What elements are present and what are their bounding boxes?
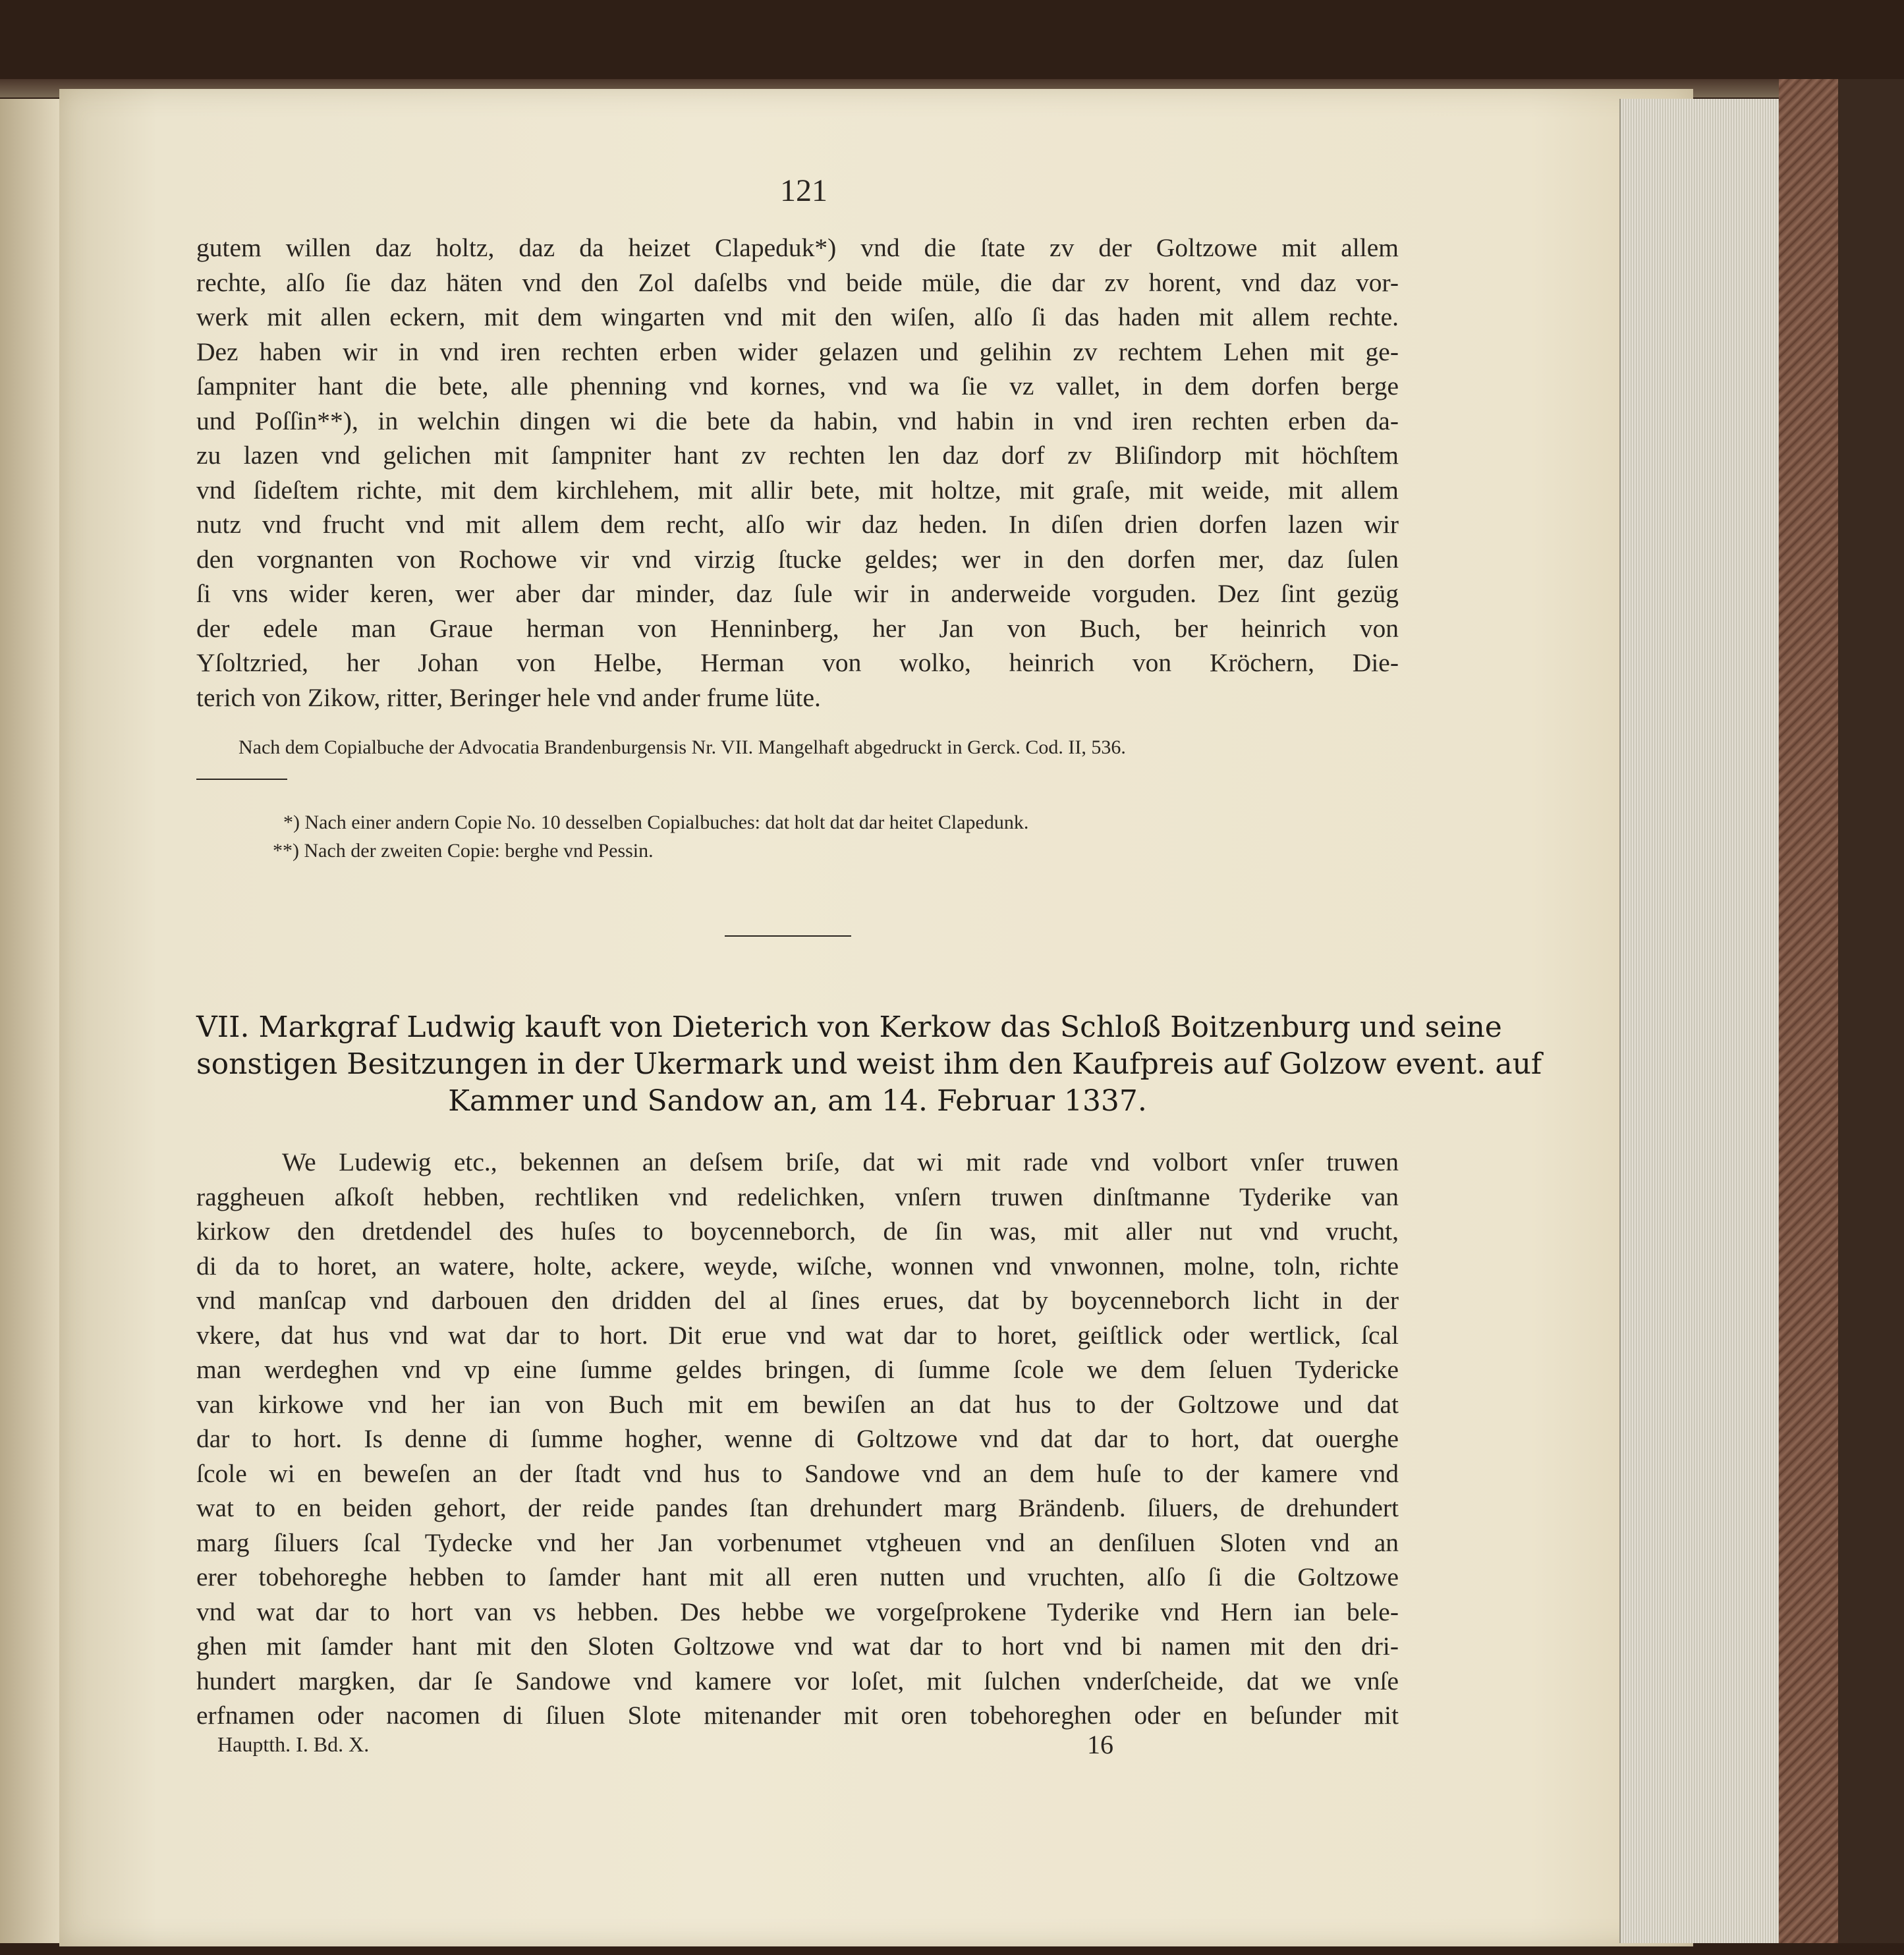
text-line: ſi vns wider keren, wer aber dar minder, daz ſule wir in anderweide vorguden. Dez ſint gezüg	[196, 579, 1399, 608]
text-line: erfnamen oder nacomen di ſiluen Slote mitenander mit oren tobehoreghen oder en beſunder mit	[196, 1701, 1399, 1730]
text-line: rechte, alſo ſie daz häten vnd den Zol daſelbs vnd beide müle, die dar zv horent, vnd daz vor-	[196, 267, 1399, 297]
text-line: gutem willen daz holtz, daz da heizet Clapeduk*) vnd die ſtate zv der Goltzowe mit allem	[196, 233, 1399, 262]
text-line: terich von Zikow, ritter, Beringer hele vnd ander frume lüte.	[196, 682, 821, 712]
sheet-number: 16	[1087, 1730, 1113, 1759]
marbled-cover-edge	[1779, 79, 1838, 1943]
heading-line: sonstigen Besitzungen in der Ukermark und weist ihm den Kaufpreis auf Golzow event. auf	[196, 1047, 1542, 1081]
heading-line: VII. Markgraf Ludwig kauft von Dieterich von Kerkow das Schloß Boitzenburg und seine	[196, 1010, 1502, 1044]
charter-text	[196, 231, 1399, 715]
section-heading	[196, 1009, 1542, 1120]
text-line: nutz vnd frucht vnd mit allem dem recht, alſo wir daz heden. In diſen drien dorfen lazen wir	[196, 510, 1399, 539]
text-line: man werdeghen vnd vp eine ſumme geldes bringen, di ſumme ſcole we dem ſeluen Tydericke	[196, 1355, 1399, 1384]
text-line: und Poſſin**), in welchin dingen wi die bete da habin, vnd habin in vnd iren rechten erben da-	[196, 406, 1399, 435]
text-line: zu lazen vnd gelichen mit ſampniter hant zv rechten len daz dorf zv Bliſindorp mit höchſtem	[196, 441, 1399, 470]
text-line: hundert margken, dar ſe Sandowe vnd kamere vor loſet, mit ſulchen vnderſcheide, dat we vnſe	[196, 1666, 1399, 1695]
document-text	[196, 1145, 1399, 1733]
text-line: ſampniter hant die bete, alle phenning vnd kornes, vnd wa ſie vz vallet, in dem dorfen berge	[196, 372, 1399, 400]
text-line: wat to en beiden gehort, der reide pandes ſtan drehundert marg Brändenb. ſiluers, de drehundert	[196, 1493, 1399, 1522]
text-line: Dez haben wir in vnd iren rechten erben wider gelazen und gelihin zv rechtem Lehen mit ge-	[196, 337, 1399, 366]
text-line: van kirkowe vnd her ian von Buch mit em bewiſen an dat hus to der Goltzowe und dat	[196, 1389, 1399, 1419]
text-line: vkere, dat hus vnd wat dar to hort. Dit erue vnd wat dar to horet, geiſtlick oder wertlick, ſcal	[196, 1320, 1399, 1350]
footnote-2: **) Nach der zweiten Copie: berghe vnd Pessin.	[273, 840, 654, 862]
text-line: werk mit allen eckern, mit dem wingarten vnd mit den wiſen, alſo ſi das haden mit allem rechte.	[196, 302, 1399, 331]
cover-inner	[1838, 79, 1904, 1943]
text-line: vnd manſcap vnd darbouen den dridden del al ſines erues, dat by boycenneborch licht in der	[196, 1286, 1399, 1315]
heading-line: Kammer und Sandow an, am 14. Februar 1337.	[448, 1084, 1147, 1118]
left-page-edge	[0, 99, 62, 1943]
text-line: den vorgnanten von Rochowe vir vnd virzig ſtucke geldes; wer in den dorfen mer, daz ſulen	[196, 544, 1399, 574]
footnote-rule	[196, 779, 287, 780]
text-line: di da to horet, an watere, holte, ackere, weyde, wiſche, wonnen vnd vnwonnen, molne, toln, richte	[196, 1251, 1399, 1280]
source-note: Nach dem Copialbuche der Advocatia Brandenburgensis Nr. VII. Mangelhaft abgedruckt in Gerck. Cod. II, 536.	[238, 736, 1126, 758]
text-line: ſcole wi en beweſen an der ſtadt vnd hus to Sandowe vnd an dem huſe to der kamere vnd	[196, 1458, 1399, 1488]
text-line: erer tobehoreghe hebben to ſamder hant mit all eren nutten und vruchten, alſo ſi die Goltzowe	[196, 1562, 1399, 1591]
text-line: ghen mit ſamder hant mit den Sloten Goltzowe vnd wat dar to hort vnd bi namen mit den dri-	[196, 1632, 1399, 1661]
page-stack-edges	[1619, 99, 1779, 1943]
page-number: 121	[780, 173, 827, 208]
text-line: vnd ſideſtem richte, mit dem kirchlehem, mit allir bete, mit holtze, mit graſe, mit weide, mit allem	[196, 475, 1399, 505]
text-line: Yſoltzried, her Johan von Helbe, Herman von wolko, heinrich von Kröchern, Die-	[196, 648, 1399, 677]
text-line: kirkow den dretdendel des huſes to boycenneborch, de ſin was, mit aller nut vnd vrucht,	[196, 1217, 1399, 1246]
section-divider	[725, 935, 851, 937]
footnote-1: *) Nach einer andern Copie No. 10 desselben Copialbuches: dat holt dat dar heitet Clapedunk.	[283, 812, 1029, 833]
text-line: We Ludewig etc., bekennen an deſsem briſe, dat wi mit rade vnd volbort vnſer truwen	[282, 1147, 1399, 1176]
text-line: marg ſiluers ſcal Tydecke vnd her Jan vorbenumet vtgheuen vnd an denſiluen Sloten vnd an	[196, 1528, 1399, 1557]
text-line: dar to hort. Is denne di ſumme hogher, wenne di Goltzowe vnd dat dar to hort, dat ouerghe	[196, 1424, 1399, 1453]
text-line: raggheuen aſkoſt hebben, rechtliken vnd redelichken, vnſern truwen dinſtmanne Tyderike van	[196, 1182, 1399, 1211]
text-line: der edele man Graue herman von Henninberg, her Jan von Buch, ber heinrich von	[196, 613, 1399, 643]
text-line: vnd wat dar to hort van vs hebben. Des hebbe we vorgeſprokene Tyderike vnd Hern ian bele-	[196, 1597, 1399, 1626]
volume-signature: Hauptth. I. Bd. X.	[217, 1732, 370, 1756]
